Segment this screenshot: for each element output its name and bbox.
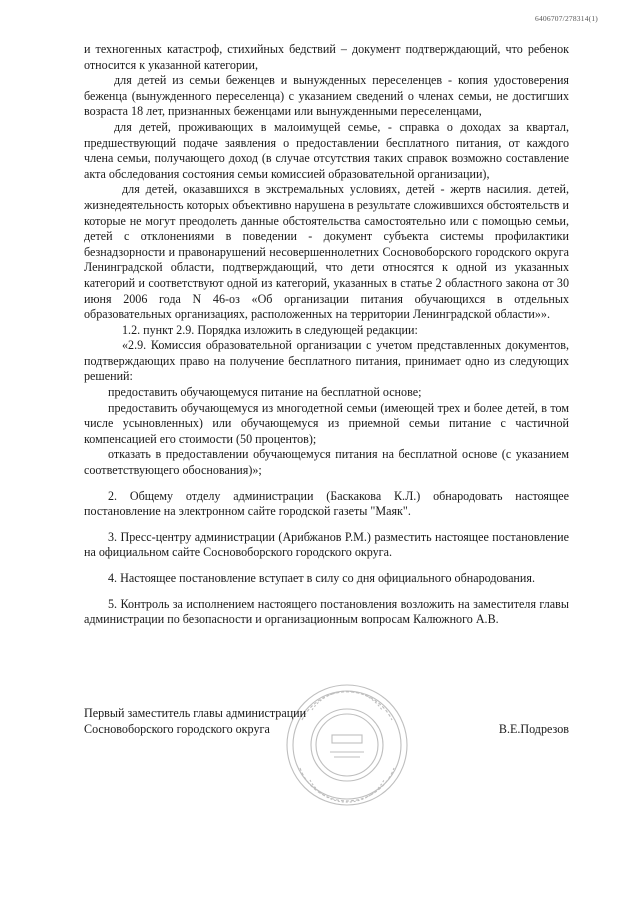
- paragraph-9: отказать в предоставлении обучающемуся питания на бесплатной основе (с указанием соответствующего обоснования)»;: [84, 447, 569, 478]
- paragraph-4: для детей, оказавшихся в экстремальных условиях, детей - жертв насилия. детей, жизнедеятельность которых объективно нарушена в результате сложившихся обстоятельств и которые не могут преодолеть данные обстоятельства самостоятельно или с помощью семьи, детей с отклонениями в поведении - документ субъекта системы профилактики безнадзорности и правонарушений несовершеннолетних Сосновоборского городского округа Ленинградской области, подтверждающий, что дети относятся к одной из указанных категорий и соответствуют одной из категорий, указанных в статье 2 областного закона от 30 июня 2006 года N 46-оз «Об организации питания обучающихся в отдельных образовательных организациях, расположенных на территории Ленинградской области»».: [84, 182, 569, 322]
- paragraph-8: предоставить обучающемуся из многодетной семьи (имеющей трех и более детей, в том числе усыновленных) или обучающемуся из приемной семьи питание с частичной компенсацией его стоимости (50 процентов);: [84, 400, 569, 446]
- signatory-title-line1: Первый заместитель главы администрации: [84, 706, 307, 720]
- signatory-name: В.Е.Подрезов: [498, 721, 569, 736]
- document-id: 6406707/278314(1): [535, 14, 598, 23]
- signature-block: [84, 706, 569, 737]
- official-seal-icon: [282, 680, 412, 810]
- paragraph-11: 3. Пресс-центру администрации (Арибжанов Р.М.) разместить настоящее постановление на официальном сайте Сосновоборского городского округа.: [84, 529, 569, 560]
- paragraph-12: 4. Настоящее постановление вступает в силу со дня официального обнародования.: [108, 571, 535, 585]
- paragraph-10: 2. Общему отделу администрации (Баскакова К.Л.) обнародовать настоящее постановление на электронном сайте городской газеты "Маяк".: [84, 488, 569, 519]
- document-body: [84, 42, 569, 628]
- paragraph-5: 1.2. пункт 2.9. Порядка изложить в следующей редакции:: [122, 322, 418, 337]
- paragraph-7: предоставить обучающемуся питание на бесплатной основе;: [108, 385, 422, 400]
- paragraph-3: для детей, проживающих в малоимущей семье, - справка о доходах за квартал, предшествующий подаче заявления о предоставлении бесплатного питания, от каждого члена семьи, получающего доход (в случае отсутствия таких справок возможно составление акта обследования состояния семьи комиссией образовательной организации),: [84, 119, 569, 181]
- signatory-title-line2: Сосновоборского городского округа: [84, 721, 270, 736]
- paragraph-2: для детей из семьи беженцев и вынужденных переселенцев - копия удостоверения беженца (вынужденного переселенца) с указанием сведений о членах семьи, не достигших возраста 18 лет, признанных беженцами или вынужденными переселенцами,: [84, 73, 569, 119]
- paragraph-1: и техногенных катастроф, стихийных бедствий – документ подтверждающий, что ребенок относится к указанной категории,: [84, 42, 569, 72]
- paragraph-13: 5. Контроль за исполнением настоящего постановления возложить на заместителя главы администрации по безопасности и организационным вопросам Калюжного А.В.: [84, 596, 569, 627]
- paragraph-6: «2.9. Комиссия образовательной организации с учетом представленных документов, подтверждающих право на получение бесплатного питания, принимает одно из следующих решений:: [84, 338, 569, 384]
